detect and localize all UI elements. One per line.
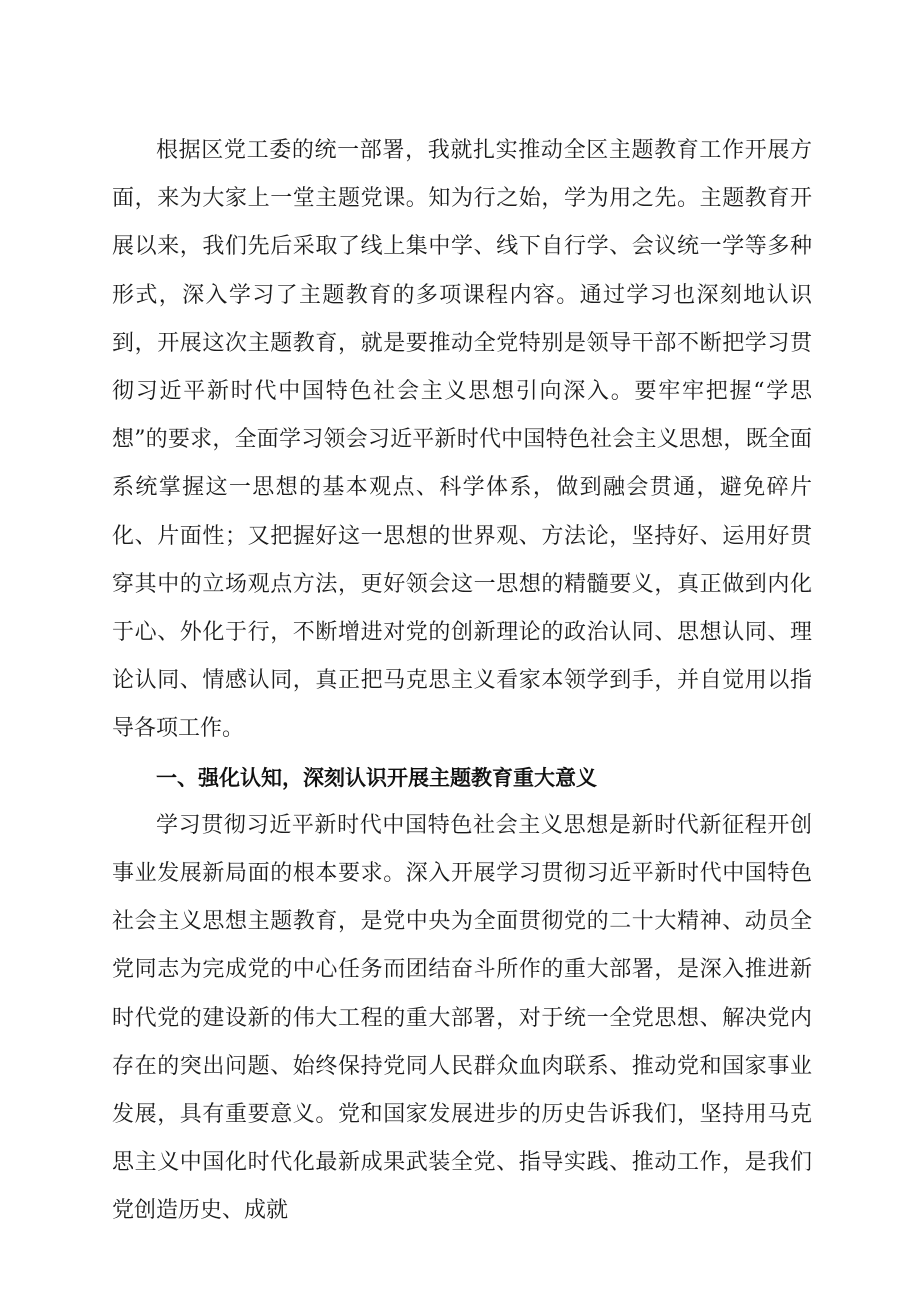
- section-paragraph: 学习贯彻习近平新时代中国特色社会主义思想是新时代新征程开创事业发展新局面的根本要求。深入开展学习贯彻习近平新时代中国特色社会主义思想主题教育，是党中央为全面贯彻党的二十大精神、动员全党同志为完成党的中心任务而团结奋斗所作的重大部署，是深入推进新时代党的建设新的伟大工程的重大部署，对于统一全党思想、解决党内存在的突出问题、始终保持党同人民群众血肉联系、推动党和国家事业发展，具有重要意义。党和国家发展进步的历史告诉我们，坚持用马克思主义中国化时代化最新成果武装全党、指导实践、推动工作，是我们党创造历史、成就: [112, 812, 812, 1224]
- section-heading: 一、强化认知，深刻认识开展主题教育重大意义: [156, 765, 597, 790]
- document-body: [112, 127, 812, 1236]
- intro-paragraph: 根据区党工委的统一部署，我就扎实推动全区主题教育工作开展方面，来为大家上一堂主题党课。知为行之始，学为用之先。主题教育开展以来，我们先后采取了线上集中学、线下自行学、会议统一学等多种形式，深入学习了主题教育的多项课程内容。通过学习也深刻地认识到，开展这次主题教育，就是要推动全党特别是领导干部不断把学习贯彻习近平新时代中国特色社会主义思想引向深入。要牢牢把握“学思想”的要求，全面学习领会习近平新时代中国特色社会主义思想，既全面系统掌握这一思想的基本观点、科学体系，做到融会贯通，避免碎片化、片面性；又把握好这一思想的世界观、方法论，坚持好、运用好贯穿其中的立场观点方法，更好领会这一思想的精髓要义，真正做到内化于心、外化于行，不断增进对党的创新理论的政治认同、思想认同、理论认同、情感认同，真正把马克思主义看家本领学到手，并自觉用以指导各项工作。: [112, 138, 812, 742]
